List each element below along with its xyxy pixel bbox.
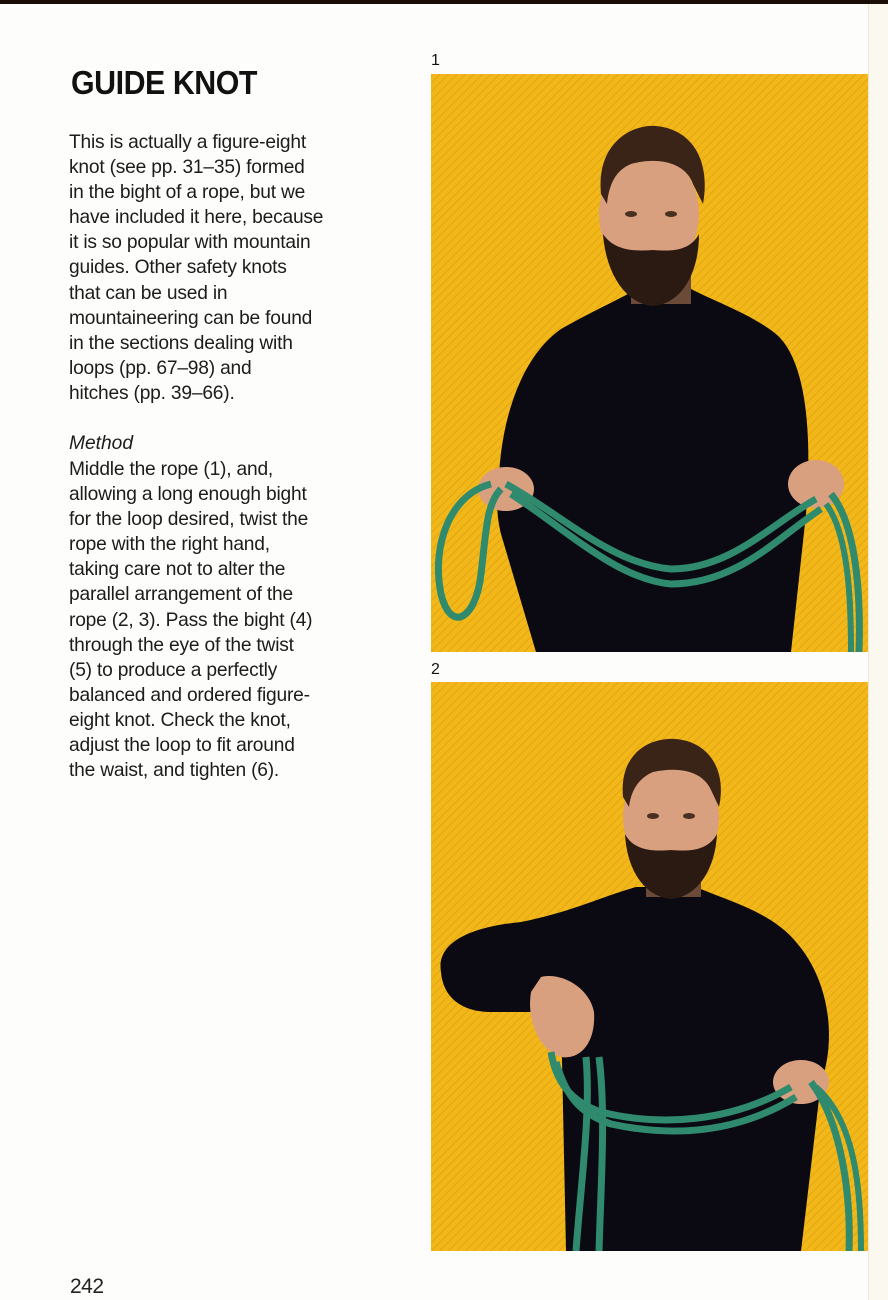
text-line: rope with the right hand,	[69, 534, 270, 556]
figure-1-number: 1	[431, 52, 440, 69]
text-line: that can be used in	[69, 282, 228, 304]
text-line: (5) to produce a perfectly	[69, 659, 278, 681]
figure-2-illustration	[431, 682, 868, 1251]
text-line: rope (2, 3). Pass the bight (4)	[69, 609, 313, 631]
text-line: in the bight of a rope, but we	[69, 182, 306, 204]
text-line: allowing a long enough bight	[69, 484, 307, 506]
text-line: balanced and ordered figure-	[69, 684, 310, 706]
figure-1-photo	[431, 74, 868, 652]
text-line: mountaineering can be found	[69, 307, 313, 329]
figure-2-photo	[431, 682, 868, 1251]
page-title: GUIDE KNOT	[71, 64, 257, 101]
page-number: 242	[70, 1275, 104, 1298]
figure-2-number: 2	[431, 661, 440, 678]
figure-1-illustration	[431, 74, 868, 652]
text-line: for the loop desired, twist the	[69, 509, 309, 531]
method-heading: Method	[69, 433, 133, 454]
text-line: taking care not to alter the	[69, 559, 286, 581]
method-paragraph	[69, 457, 389, 783]
text-line: adjust the loop to fit around	[69, 735, 295, 757]
text-line: eight knot. Check the knot,	[69, 709, 291, 731]
text-line: hitches (pp. 39–66).	[69, 382, 235, 404]
page-edge	[868, 4, 888, 1300]
text-line: it is so popular with mountain	[69, 232, 311, 254]
intro-paragraph	[69, 130, 389, 406]
text-line: have included it here, because	[69, 207, 324, 229]
text-line: This is actually a figure-eight	[69, 132, 306, 153]
text-line: in the sections dealing with	[69, 332, 293, 354]
text-line: loops (pp. 67–98) and	[69, 357, 252, 379]
text-line: Middle the rope (1), and,	[69, 459, 274, 480]
text-line: through the eye of the twist	[69, 634, 294, 656]
text-line: guides. Other safety knots	[69, 257, 287, 279]
text-line: the waist, and tighten (6).	[69, 760, 280, 782]
text-line: knot (see pp. 31–35) formed	[69, 157, 305, 179]
text-line: parallel arrangement of the	[69, 584, 293, 606]
page-top-border	[0, 0, 888, 4]
